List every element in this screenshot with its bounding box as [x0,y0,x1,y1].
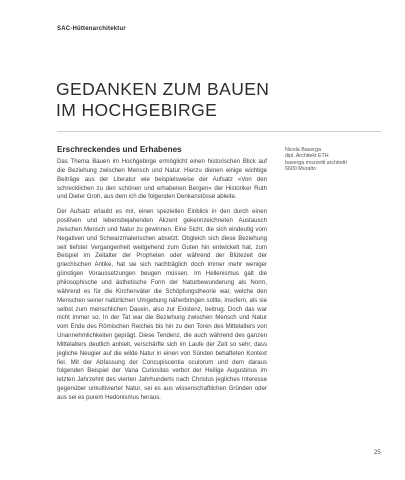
page-title [56,79,356,121]
article-body [57,158,267,409]
title-line-2: IM HOCHGEBIRGE [56,100,218,120]
author-title: dipl. Architekt ETH [285,153,329,160]
paragraph-2: Der Aufsatz erlaubt es mir, einen speziellen Einblick in den durch einen positiven und lebensbejahenden Akzent gekennzeichneten Austausch zwischen Mensch und Natur zu gewinnen. Eine Sicht, die sich eindeutig vom Negativen und Schwarzmalerischen absetzt. Obgleich sich diese Beziehung seit tiefster Vergangenheit weitgehend zum Guten hin entwickelt hat, zum Beispiel im Zeitalter der Propheten oder während der Blütezeit der griechischen Antike, hat sie sich nachträglich doch immer mehr weniger günstigen Voraussetzungen beugen müssen. Im Hellenismus galt die philosophische und ästhetische Form der Naturbewunderung als Norm, während es für die Kirchenväter die Schöpfungstheorie war, welche den Menschen seiner natürlichen Umgebung näherbringen sollte, insofern, als sie selbst zum menschlichen Dasein, also zur Existenz, beitrug. Doch das war nicht immer so. In der Tat war die Beziehung zwischen Mensch und Natur vom Ende des Römischen Reiches bis hin zu den Toren des Mittelalters von Unannehmlichkeiten geprägt. Diese Tendenz, die auch während des ganzen Mittelalters deutlich anhielt, verschärfte sich im Laufe der Zeit so sehr, dass jegliche Neugier auf die wilde Natur in einen von Sünden behafteten Kontext fiel. Mit der Abfassung der Concupiscentia oculorum und dem daraus folgenden Beispiel der Vana Curiositas verbot der Heilige Augustinus im letzten Jahrzehnt des vierten Jahrhunderts nach Christus jegliches Interesse gegenüber unkultivierter Natur, sei es aus wissenschaftlichen Gründen oder aus sei es purem Hedonismus heraus. [57,208,267,401]
page-number: 25 [374,450,381,456]
paragraph-1: Das Thema Bauen im Hochgebirge ermöglicht einen historischen Blick auf die Beziehung zwischen Mensch und Natur. Hierzu dienen einige wichtige Beiträge aus der Literatur wie beispielsweise der Aufsatz «Von den schrecklichen zu den schönen und erhabenen Bergen» der Historiker Ruth und Dieter Groh, aus dem ich die folgenden Denkanstösse ableite. [57,158,267,201]
running-head: SAC-Hüttenarchitektur [57,26,126,32]
author-info [285,147,380,173]
section-subtitle: Erschreckendes und Erhabenes [57,145,182,154]
author-firm: baserga mozzetti architetti [285,159,347,166]
author-name: Nicola Baserga [285,147,321,153]
title-line-1: GEDANKEN ZUM BAUEN [56,79,270,99]
author-location: 6600 Muralto [285,166,316,173]
title-divider [57,131,381,132]
